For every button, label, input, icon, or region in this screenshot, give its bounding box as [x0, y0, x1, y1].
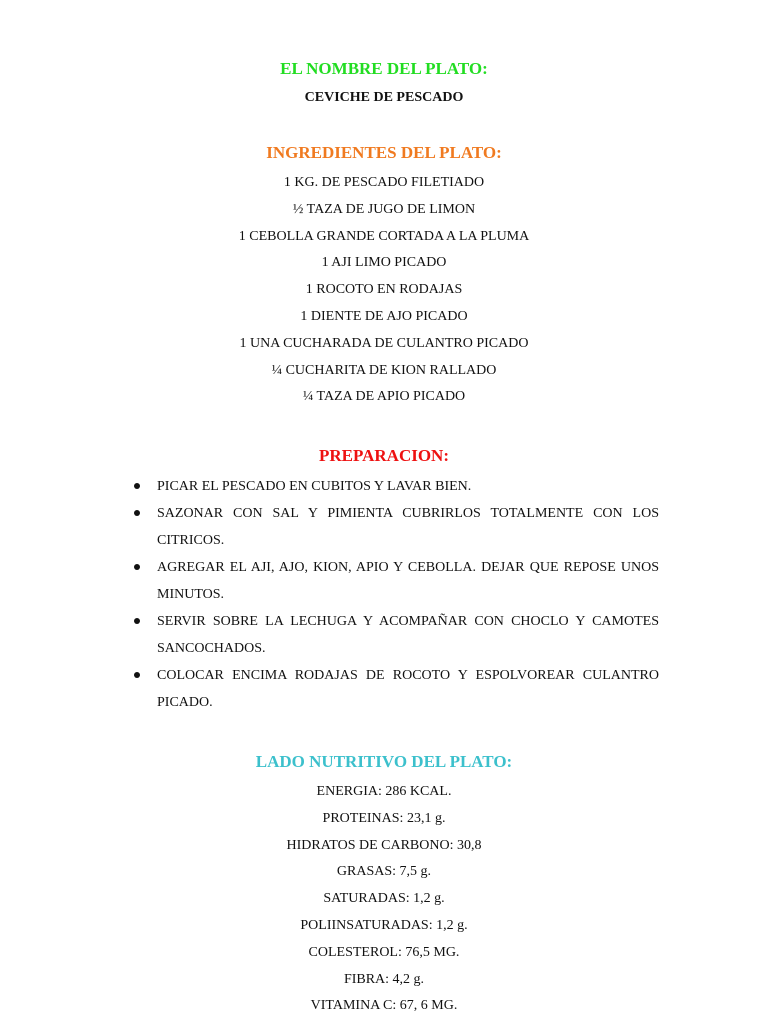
ingredients-list	[0, 174, 768, 415]
list-item: FIBRA: 4,2 g.	[343, 971, 425, 987]
list-item: PROTEINAS: 23,1 g.	[322, 810, 446, 826]
list-item: POLIINSATURADAS: 1,2 g.	[300, 917, 468, 933]
dish-name: CEVICHE DE PESCADO	[304, 90, 464, 105]
preparation-step	[131, 662, 659, 716]
bullet-icon	[134, 510, 140, 516]
list-item: 1 UNA CUCHARADA DE CULANTRO PICADO	[239, 335, 529, 351]
preparation-step	[131, 608, 659, 662]
nutrition-list	[0, 783, 768, 1024]
list-item: ¼ TAZA DE APIO PICADO	[302, 389, 466, 405]
list-item: 1 DIENTE DE AJO PICADO	[300, 308, 468, 324]
list-item: SATURADAS: 1,2 g.	[323, 891, 445, 907]
bullet-icon	[134, 483, 140, 489]
list-item: 1 KG. DE PESCADO FILETIADO	[283, 175, 485, 190]
preparation-step	[131, 500, 659, 554]
preparation-step-text: SAZONAR CON SAL Y PIMIENTA CUBRIRLOS TOTALMENTE CON LOS CITRICOS.	[157, 506, 659, 548]
preparation-step-text: COLOCAR ENCIMA RODAJAS DE ROCOTO Y ESPOLVOREAR CULANTRO PICADO.	[157, 668, 659, 710]
dish-heading: EL NOMBRE DEL PLATO:	[280, 59, 488, 78]
preparation-step	[131, 473, 659, 500]
list-item: HIDRATOS DE CARBONO: 30,8	[286, 837, 482, 853]
preparation-step	[131, 554, 659, 608]
bullet-icon	[134, 618, 140, 624]
nutrition-heading: LADO NUTRITIVO DEL PLATO:	[255, 752, 513, 771]
preparation-heading: PREPARACION:	[318, 446, 449, 465]
preparation-list	[131, 473, 659, 716]
list-item: ½ TAZA DE JUGO DE LIMON	[292, 201, 476, 217]
preparation-step-text: AGREGAR EL AJI, AJO, KION, APIO Y CEBOLLA. DEJAR QUE REPOSE UNOS MINUTOS.	[157, 560, 659, 602]
bullet-icon	[134, 564, 140, 570]
list-item: GRASAS: 7,5 g.	[336, 864, 432, 880]
list-item: 1 ROCOTO EN RODAJAS	[305, 282, 463, 298]
list-item: ¼ CUCHARITA DE KION RALLADO	[271, 362, 497, 378]
list-item: COLESTEROL: 76,5 MG.	[308, 944, 460, 960]
list-item: 1 AJI LIMO PICADO	[321, 255, 447, 271]
list-item: VITAMINA C: 67, 6 MG.	[310, 998, 458, 1014]
preparation-step-text: SERVIR SOBRE LA LECHUGA Y ACOMPAÑAR CON CHOCLO Y CAMOTES SANCOCHADOS.	[157, 614, 659, 656]
bullet-icon	[134, 672, 140, 678]
preparation-step-text: PICAR EL PESCADO EN CUBITOS Y LAVAR BIEN.	[157, 479, 472, 494]
ingredients-heading: INGREDIENTES DEL PLATO:	[266, 143, 502, 162]
list-item: ENERGIA: 286 KCAL.	[316, 784, 452, 799]
list-item: 1 CEBOLLA GRANDE CORTADA A LA PLUMA	[238, 228, 530, 244]
